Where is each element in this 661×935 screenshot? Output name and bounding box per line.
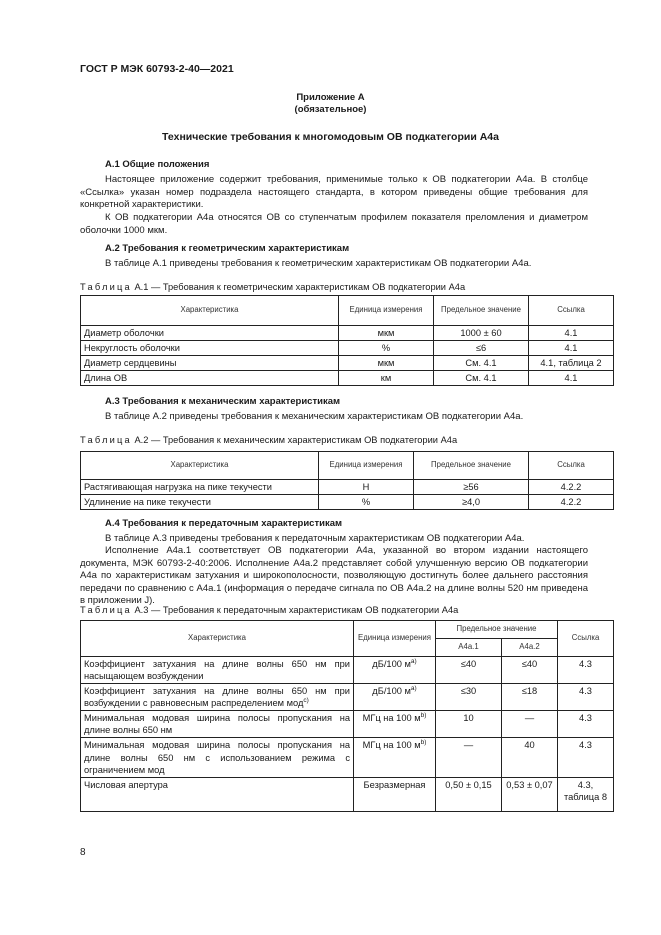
- table-row: [81, 326, 614, 341]
- header-cell: Характеристика: [81, 621, 354, 657]
- header-cell: Ссылка: [529, 296, 614, 326]
- table-cell: мкм: [339, 326, 434, 341]
- table-caption-a3: [80, 604, 458, 616]
- table-cell: 4.1, таблица 2: [529, 356, 614, 371]
- header-cell: Характеристика: [81, 452, 319, 480]
- table-cell: См. 4.1: [434, 371, 529, 386]
- appendix-status: (обязательное): [294, 104, 367, 115]
- table-a1: [80, 295, 614, 386]
- table-cell: [354, 657, 436, 684]
- table-cell: Безразмерная: [354, 777, 436, 811]
- table-header-row: [81, 452, 614, 480]
- appendix-title: Приложение А: [296, 92, 365, 103]
- caption-text: А.1 — Требования к геометрическим характеристикам ОВ подкатегории А4а: [131, 282, 466, 292]
- paragraph: В таблице А.1 приведены требования к геометрическим характеристикам ОВ подкатегории А4а.: [105, 258, 532, 269]
- table-row: [81, 738, 614, 777]
- paragraph: Настоящее приложение содержит требования, применимые только к ОВ подкатегории А4а. В столбце «Ссылка» указан номер подраздела настоящего стандарта, в котором приведены общие требования для конкретной характеристики.: [80, 174, 588, 211]
- unit-text: дБ/100 м: [372, 659, 411, 669]
- table-cell: См. 4.1: [434, 356, 529, 371]
- table-row: [81, 495, 614, 510]
- table-row: [81, 657, 614, 684]
- table-cell: 40: [502, 738, 558, 777]
- table-cell: ≤40: [436, 657, 502, 684]
- table-cell: [81, 684, 354, 711]
- footnote-mark: b): [420, 739, 427, 747]
- paragraph: К ОВ подкатегории А4а относятся ОВ со ступенчатым профилем показателя преломления и диаметром оболочки 1000 мкм.: [80, 212, 588, 236]
- table-cell: —: [502, 711, 558, 738]
- footnote-mark: c): [303, 697, 309, 705]
- footnote-mark: b): [420, 712, 427, 720]
- table-cell: Минимальная модовая ширина полосы пропускания на длине волны 650 нм: [81, 711, 354, 738]
- table-cell: Удлинение на пике текучести: [81, 495, 319, 510]
- table-cell: ≤40: [502, 657, 558, 684]
- table-header-row: [81, 296, 614, 326]
- table-cell: —: [436, 738, 502, 777]
- unit-text: МГц на 100 м: [362, 740, 421, 751]
- table-cell: км: [339, 371, 434, 386]
- table-a2: [80, 451, 614, 510]
- caption-prefix: Таблица: [80, 605, 132, 615]
- table-row: [81, 711, 614, 738]
- table-cell: 0,50 ± 0,15: [436, 777, 502, 811]
- header-cell: А4а.2: [502, 639, 558, 657]
- table-cell: [354, 711, 436, 738]
- table-cell: Диаметр сердцевины: [81, 356, 339, 371]
- table-cell: %: [339, 341, 434, 356]
- paragraph: В таблице А.3 приведены требования к передаточным характеристикам ОВ подкатегории А4а.: [105, 533, 525, 544]
- table-header-row: [81, 621, 614, 639]
- header-cell: Ссылка: [529, 452, 614, 480]
- table-cell: Коэффициент затухания на длине волны 650 нм при насыщающем возбуждении: [81, 657, 354, 684]
- header-cell: Ссылка: [558, 621, 614, 657]
- cell-text: Коэффициент затухания на длине волны 650 нм при возбуждении с равновесным распределением мод: [84, 686, 350, 709]
- table-cell: %: [319, 495, 414, 510]
- table-cell: 4.3: [558, 711, 614, 738]
- paragraph: В таблице А.2 приведены требования к механическим характеристикам ОВ подкатегории А4а.: [105, 411, 524, 422]
- standard-header: ГОСТ Р МЭК 60793-2-40—2021: [80, 63, 234, 75]
- table-row: [81, 684, 614, 711]
- paragraph: Исполнение А4а.1 соответствует ОВ подкатегории А4а, указанной во втором издании настоящего документа, МЭК 60793-2-40:2006. Исполнение А4а.2 представляет собой улучшенную версию ОВ подкатегории А4а по характеристикам затухания и широкополосности, позволяющую достигнуть более дальнего расстояния передачи по сравнению с А4а.1 (информация о передаче сигнала по ОВ А4а.2 на длине волны 520 нм приведена в приложении J).: [80, 545, 588, 607]
- table-row: [81, 356, 614, 371]
- table-cell: ≤6: [434, 341, 529, 356]
- table-cell: ≥56: [414, 480, 529, 495]
- table-cell: ≤30: [436, 684, 502, 711]
- header-cell: Предельное значение: [434, 296, 529, 326]
- header-cell: А4а.1: [436, 639, 502, 657]
- table-row: [81, 341, 614, 356]
- table-cell: Диаметр оболочки: [81, 326, 339, 341]
- table-cell: 4.3: [558, 684, 614, 711]
- table-cell: 4.2.2: [529, 495, 614, 510]
- unit-text: МГц на 100 м: [362, 713, 421, 724]
- table-cell: Растягивающая нагрузка на пике текучести: [81, 480, 319, 495]
- table-row: [81, 777, 614, 811]
- footnote-mark: a): [410, 685, 417, 693]
- caption-prefix: Таблица: [80, 435, 132, 445]
- table-cell: 4.1: [529, 371, 614, 386]
- table-cell: 0,53 ± 0,07: [502, 777, 558, 811]
- table-cell: [354, 684, 436, 711]
- caption-prefix: Таблица: [80, 282, 132, 292]
- header-cell: Характеристика: [81, 296, 339, 326]
- header-cell: Единица измерения: [339, 296, 434, 326]
- table-cell: Длина ОВ: [81, 371, 339, 386]
- table-cell: Минимальная модовая ширина полосы пропускания на длине волны 650 нм с использованием режима с ограничением мод: [81, 738, 354, 777]
- table-cell: 4.1: [529, 341, 614, 356]
- footnote-mark: a): [410, 658, 417, 665]
- table-cell: ≤18: [502, 684, 558, 711]
- table-cell: Н: [319, 480, 414, 495]
- table-caption-a2: [80, 434, 457, 446]
- header-cell: Предельное значение: [436, 621, 558, 639]
- table-cell: Числовая апертура: [81, 777, 354, 811]
- section-heading-a3: А.3 Требования к механическим характеристикам: [105, 396, 341, 407]
- table-a3: [80, 620, 614, 812]
- section-heading-a2: А.2 Требования к геометрическим характеристикам: [105, 243, 350, 254]
- header-cell: Предельное значение: [414, 452, 529, 480]
- main-title: Технические требования к многомодовым ОВ подкатегории А4а: [162, 131, 499, 143]
- page-number: 8: [80, 847, 86, 858]
- table-row: [81, 480, 614, 495]
- table-cell: 4.2.2: [529, 480, 614, 495]
- table-caption-a1: [80, 281, 465, 293]
- table-cell: 4.3, таблица 8: [558, 777, 614, 811]
- table-cell: 4.3: [558, 657, 614, 684]
- header-cell: Единица измерения: [319, 452, 414, 480]
- table-cell: 1000 ± 60: [434, 326, 529, 341]
- table-cell: 4.1: [529, 326, 614, 341]
- table-row: [81, 371, 614, 386]
- table-cell: 4.3: [558, 738, 614, 777]
- table-cell: мкм: [339, 356, 434, 371]
- table-cell: 10: [436, 711, 502, 738]
- table-cell: ≥4,0: [414, 495, 529, 510]
- table-cell: [354, 738, 436, 777]
- unit-text: дБ/100 м: [372, 686, 411, 697]
- section-heading-a4: А.4 Требования к передаточным характеристикам: [105, 518, 343, 529]
- table-cell: Некруглость оболочки: [81, 341, 339, 356]
- header-cell: Единица измерения: [354, 621, 436, 657]
- caption-text: А.3 — Требования к передаточным характеристикам ОВ подкатегории А4а: [131, 605, 459, 615]
- caption-text: А.2 — Требования к механическим характеристикам ОВ подкатегории А4а: [131, 435, 458, 445]
- section-heading-a1: А.1 Общие положения: [105, 159, 210, 170]
